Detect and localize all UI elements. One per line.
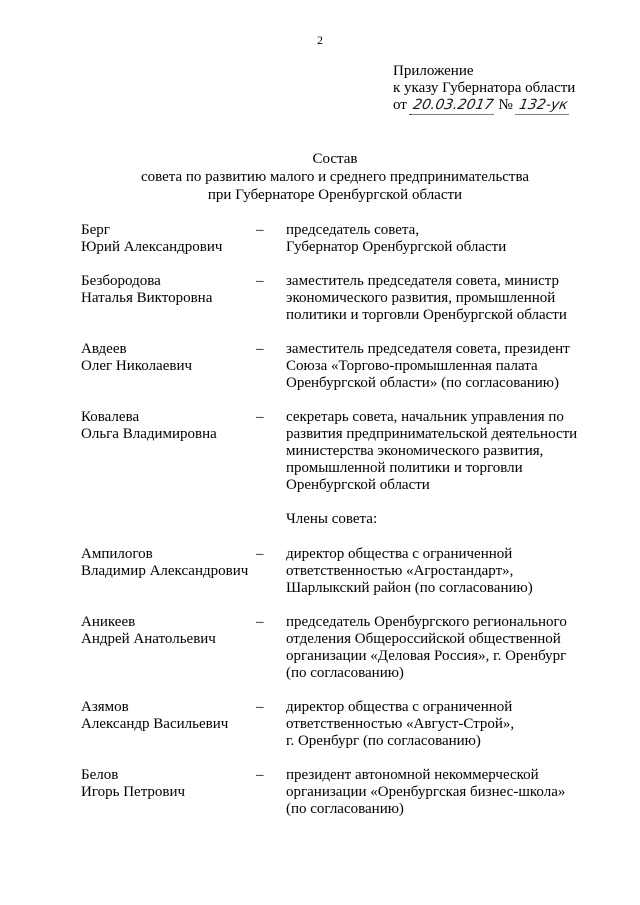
member-role: директор общества с ограниченной ответственностью «Август-Строй», г. Оренбург (по согласованию) (286, 699, 515, 749)
member-row (81, 767, 621, 818)
member-name: Ампилогов Владимир Александрович (81, 546, 249, 579)
member-role: заместитель председателя совета, министр экономического развития, промышленной политики и торговли Оренбургской области (286, 273, 567, 323)
member-role: президент автономной некоммерческой организации «Оренбургская бизнес-школа» (по согласованию) (286, 767, 566, 817)
member-name: Азямов Александр Васильевич (81, 699, 229, 732)
member-name: Белов Игорь Петрович (81, 767, 186, 800)
member-name: Берг Юрий Александрович (81, 222, 223, 255)
member-role: председатель совета, Губернатор Оренбургской области (286, 222, 507, 255)
members-heading: Члены совета: (286, 511, 378, 527)
member-name: Авдеев Олег Николаевич (81, 341, 193, 374)
member-row (81, 273, 621, 324)
dash: – (256, 222, 264, 238)
title-line-2: совета по развитию малого и среднего предпринимательства (140, 169, 530, 185)
member-role: секретарь совета, начальник управления по развития предпринимательской деятельности министерства экономического развития, промышленной политики и торговли Оренбургской области (286, 409, 578, 493)
member-role: председатель Оренбургского регионального отделения Общероссийской общественной организации «Деловая Россия», г. Оренбург (по согласованию) (286, 614, 567, 681)
dash: – (256, 273, 264, 289)
member-row (81, 546, 621, 597)
handwritten-date: 20.03.2017 (409, 97, 496, 115)
document-title (0, 150, 640, 204)
dash: – (256, 546, 264, 562)
member-row (81, 341, 621, 392)
member-row (81, 614, 621, 682)
appendix-date-number (393, 97, 633, 115)
member-name: Аникеев Андрей Анатольевич (81, 614, 216, 647)
dash: – (256, 767, 264, 783)
appendix-decree-ref: к указу Губернатора области (393, 80, 576, 96)
dash: – (256, 341, 264, 357)
dash: – (256, 614, 264, 630)
handwritten-number: 132-ук (515, 97, 571, 115)
member-row (81, 699, 621, 750)
number-prefix: № (498, 97, 513, 113)
appendix-title: Приложение (393, 63, 474, 79)
dash: – (256, 699, 264, 715)
title-line-1: Состав (312, 151, 358, 167)
title-line-3: при Губернаторе Оренбургской области (207, 187, 463, 203)
date-prefix: от (393, 97, 407, 113)
dash: – (256, 409, 264, 425)
member-row (81, 222, 621, 256)
member-name: Безбородова Наталья Викторовна (81, 273, 213, 306)
member-role: заместитель председателя совета, президент Союза «Торгово-промышленная палата Оренбургской области» (по согласованию) (286, 341, 570, 391)
member-name: Ковалева Ольга Владимировна (81, 409, 217, 442)
member-row (81, 409, 621, 494)
appendix-header (393, 63, 633, 115)
page-number: 2 (317, 33, 323, 47)
member-role: директор общества с ограниченной ответственностью «Агростандарт», Шарлыкский район (по согласованию) (286, 546, 533, 596)
council-composition (81, 222, 621, 835)
